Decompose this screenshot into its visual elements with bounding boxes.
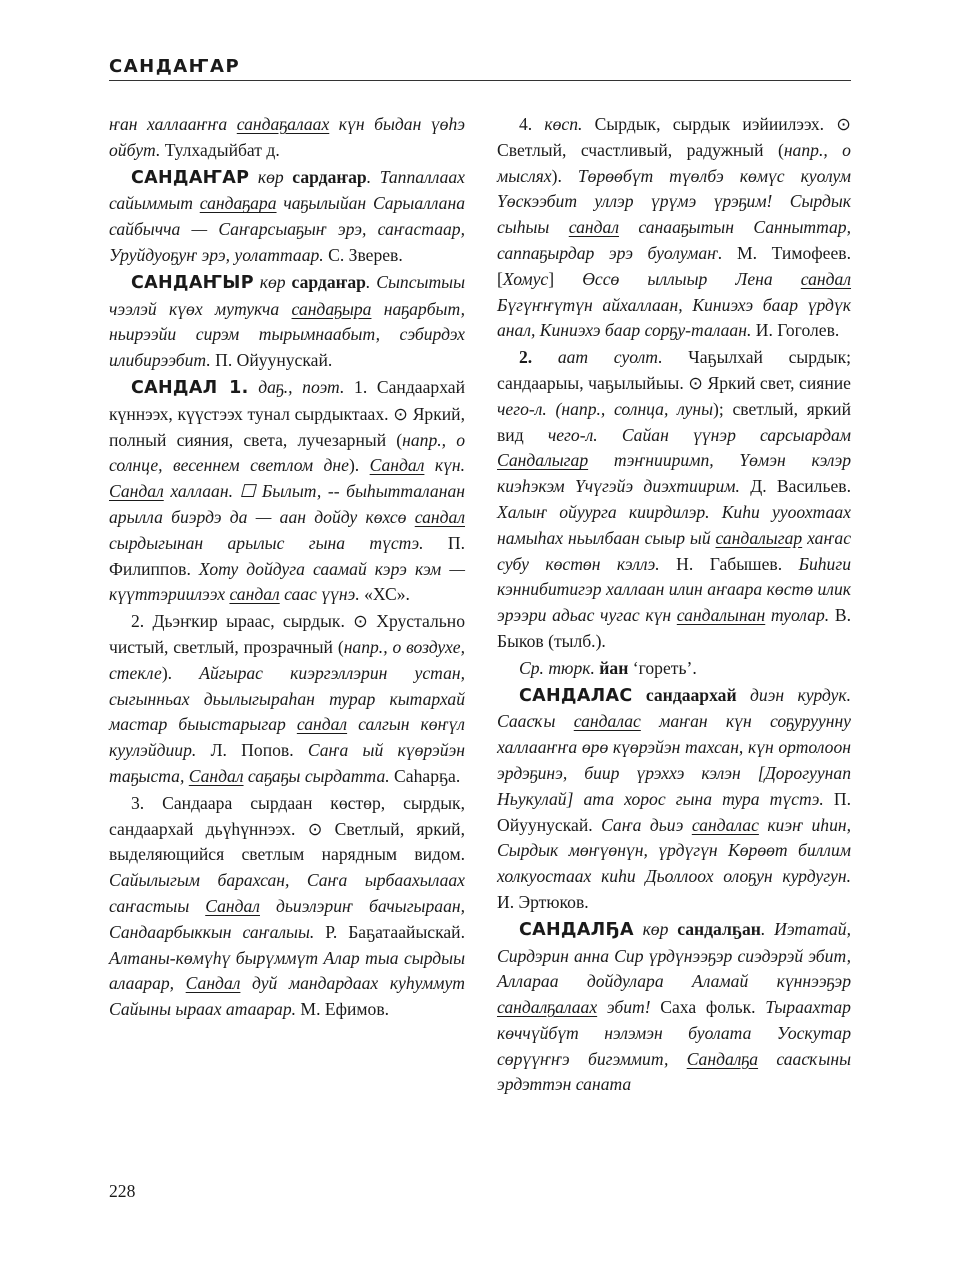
dictionary-paragraph <box>109 609 465 790</box>
entry-text: Саха фольк. <box>660 997 766 1018</box>
entry-text: сардаҥар <box>291 271 366 292</box>
entry-text: тэҥнииримп, Үөмэн кэлэр киэһэкэм Үчүгэйэ диэхтиирим. <box>497 450 851 497</box>
example-keyword: сандалынан <box>676 605 766 626</box>
left-column <box>109 112 465 1023</box>
entry-text: ). <box>551 165 578 186</box>
entry-text: Тулхадыйбат д. <box>164 139 280 160</box>
headword: САНДАЛҔА <box>519 919 634 940</box>
entry-text: Ср. тюрк. <box>519 657 600 678</box>
entry-text: күн быдан үөһэ ойбут. <box>109 114 465 160</box>
entry-text: сырдыгынан арылыс гына түстэ. <box>109 532 448 553</box>
entry-text: даҕ., поэт. <box>248 376 355 397</box>
entry-text: «ХС». <box>364 584 410 605</box>
entry-text: көсп. <box>544 114 595 134</box>
entry-text: ] <box>548 268 583 289</box>
entry-text: Биһиги кэннибитигэр халлаан илин аҥаара көстө илик эрээри адьас чугас күн <box>497 553 851 626</box>
dictionary-paragraph <box>497 917 851 1099</box>
entry-text: маҥан күн соҕуруунну халлааҥҥа өрө күөрэйэн тахсан, күн ортолоон эрдэҕинэ, биир үрэххэ кэлэн [ <box>497 711 851 783</box>
entry-text: чего-л. Сайан үүнэр сарсыардам <box>547 424 851 445</box>
example-keyword: Сандал <box>185 973 241 994</box>
entry-text: диэн курдук. Саасҡы <box>497 684 851 732</box>
example-keyword: сандалыгар <box>715 527 803 548</box>
entry-text: хаҥас субу көстөн кэллэ. <box>497 527 851 574</box>
entry-text: көр <box>633 918 678 939</box>
headword: САНДАҤАР <box>131 167 250 188</box>
entry-text: И. Эртюков. <box>497 891 589 912</box>
entry-text: напр., о воздухе, стекле <box>109 636 465 683</box>
header-rule <box>109 80 851 81</box>
entry-text: Халыҥ ойуурга киирдилэр. Киһи ууоохтаах намыһах ньылбаан сыыр ый <box>497 501 851 548</box>
entry-text: П. Филиппов. <box>109 532 465 579</box>
example-keyword: Сандалҕа <box>686 1048 759 1069</box>
entry-text: чего-л. (напр., солнца, луны <box>497 398 714 419</box>
example-keyword: Сандал <box>205 895 260 916</box>
entry-text: Л. Попов. <box>210 740 308 761</box>
entry-text: 1. Сандаархай күннээх, күүстээх тунал сырдыктаах. ⊙ Яркий, полный сияния, света, лучезарный ( <box>109 376 465 450</box>
entry-text: наҕарбыт, ньирээйи сирэм тырымнаабыт, сэбирдэх илибирээбит. <box>109 298 465 371</box>
entry-text: 2. <box>519 347 533 368</box>
entry-text: ). <box>348 455 370 476</box>
entry-text: чаҕылыйан Сарыаллана сайбычча — Саҥарсыаҕыҥ эрэ, саҥастаар, Уруйдуоҕуҥ эрэ, уолаттаар. <box>109 193 465 265</box>
entry-text: сандалҕан <box>677 918 761 939</box>
entry-text: Хоту дойдуга саамай кэрэ кэм — күүттэриилээх <box>109 558 465 605</box>
entry-text: . Иэтатай, Сирдэрин анна Сир үрдүнээҕэр сиэдэрэй эбит, Алларaa дойдулара Аламай күннээҕэр <box>497 918 851 992</box>
dictionary-paragraph <box>109 791 465 1023</box>
entry-text: Сайылыгым барахсан, Саҥа ырбаахылаах саҥастыы <box>109 870 465 916</box>
entry-text: Алтаны-көмүһү бырүммүт Алар тыа сырдыы алаарар, <box>109 947 465 994</box>
entry-text: М. Тимофеев. [ <box>497 242 851 289</box>
example-keyword: сандал <box>229 584 280 605</box>
entry-text: салгын көҥүл куулэйдиир. <box>109 714 465 761</box>
entry-text: санааҕытын Санныттар, саппаҕырдар эрэ буолумаҥ. <box>497 217 851 263</box>
dictionary-paragraph <box>109 375 465 608</box>
entry-text: күн. <box>424 455 465 476</box>
entry-text: 2. Дьэҥкир ыраас, сырдык. ⊙ Хрустально чистый, светлый, прозрачный ( <box>109 611 465 657</box>
entry-text: Сырдык, сырдык иэйиилээх. ⊙ Светлый, счастливый, радужный ( <box>497 114 851 160</box>
entry-text: аат суолт. <box>532 347 689 368</box>
entry-text: 4. <box>519 114 545 134</box>
entry-text: 3. Сандаара сырдаан көстөр, сырдык, сандаархай дьүһүннээх. ⊙ Светлый, яркий, выделяющийся светлым нарядным видом. <box>109 792 465 865</box>
dictionary-paragraph <box>109 270 465 374</box>
dictionary-paragraph <box>497 112 851 344</box>
entry-text: саҕаҕы сырдатта. <box>243 765 395 786</box>
entry-text: Р. Баҕатаайыскай. <box>325 921 465 942</box>
dictionary-paragraph <box>109 112 465 164</box>
example-keyword: сандал <box>414 506 465 527</box>
example-keyword: сандал <box>800 268 852 289</box>
entry-text: Төрөөбүт түөлбэ көмүс куолум Үөскээбит уллэр үрүмэ үрэҕим! Сырдык сыһыы <box>497 165 852 238</box>
entry-text: сардаҥар <box>292 166 367 187</box>
entry-text: дуй мандардаах куһуммут Сайыны ыраах атаарар. <box>109 973 465 1020</box>
headword: САНДАЛ 1. <box>131 377 249 398</box>
entry-text: напр., о солнце, весеннем светлом дне <box>109 429 465 476</box>
running-head: САНДАҤАР <box>109 56 241 77</box>
entry-text: ‘гореть’. <box>628 657 697 678</box>
entry-text: Хомус <box>502 268 549 289</box>
example-keyword: сандаҕыра <box>291 298 372 319</box>
example-keyword: Сандалыгар <box>497 450 589 471</box>
entry-text: туолар. <box>765 605 835 626</box>
entry-text <box>632 685 645 705</box>
example-keyword: сандаҕара <box>199 193 277 214</box>
example-keyword: сандал <box>296 714 348 735</box>
entry-text: йан <box>599 657 629 678</box>
entry-text: эбит! <box>597 997 661 1018</box>
entry-text: ] ата хорос гына тура түстэ. <box>566 788 834 809</box>
entry-text: Д. Васильев. <box>750 476 851 497</box>
entry-text: көр <box>249 166 293 187</box>
page-number: 228 <box>109 1181 136 1201</box>
right-column <box>497 112 851 1098</box>
entry-text: С. Зверев. <box>328 244 403 265</box>
example-keyword: Сандал <box>369 455 425 476</box>
example-keyword: сандалҕалаах <box>497 997 598 1018</box>
entry-text: М. Ефимов. <box>300 999 390 1020</box>
entry-text: . Таппаллаах сайыммыт <box>109 166 465 214</box>
entry-text: П. Ойуунускай. <box>215 350 333 371</box>
entry-text: халлаан. ☐ Былыт, -- быһытталанан арылла биэрдэ да — аан дойду көхсө <box>109 481 465 527</box>
entry-text: Саҥа дьиэ <box>601 814 692 835</box>
entry-text: И. Гоголев. <box>755 320 840 341</box>
dictionary-paragraph <box>497 345 851 655</box>
entry-text: ҥан халлааҥҥа <box>109 114 237 134</box>
entry-text: П. Ойуунускай. <box>497 788 851 835</box>
entry-text: сандаархай <box>645 684 737 705</box>
entry-text: киэҥ иһин, Сырдык мөҥүөнүн, үрдүгүн Көрөөт биллим холкуостаах киһи Дьоллоох олоҕун курдугун. <box>497 814 852 887</box>
example-keyword: Сандал <box>109 481 164 502</box>
entry-text: дьиэлэриҥ бачыгыраан, Сандаарбыккын саҥалыы. <box>109 895 465 942</box>
entry-text: ); светлый, яркий вид <box>497 398 851 445</box>
entry-text: саас үүнэ. <box>279 584 365 605</box>
example-keyword: сандалас <box>573 711 641 732</box>
dictionary-paragraph <box>497 656 851 682</box>
entry-text: Саҥа ый күөрэйэн таҕыста, <box>109 740 465 786</box>
entry-text: Саһарҕа. <box>394 765 461 786</box>
entry-text: Өссө ыллыыр Лена <box>582 268 801 289</box>
example-keyword: сандаҕалаах <box>236 114 330 134</box>
entry-text: Айгырас киэргэллэрин устан, сыгынньах дьылыгыраһан турар кытархай мастар быыстарыгар <box>109 662 465 735</box>
example-keyword: сандал <box>568 217 619 238</box>
dictionary-paragraph <box>497 683 851 916</box>
entry-text: Тыраахтар көччүйбүт нэлэмэн буолата Уоскутар сөрүүҥҥэ бигэммит, <box>497 997 851 1069</box>
entry-text: Чаҕылхай сырдык; сандаарыы, чаҕылыйыы. ⊙ Яркий свет, сияние <box>497 347 852 393</box>
dictionary-paragraph <box>109 165 465 269</box>
entry-text: саасҡыны эрдэттэн саната <box>497 1048 851 1095</box>
entry-text: Бүгүҥҥүтүн айхаллаан, Киниэхэ баар үрдүк анал, Киниэхэ баар сорҕу-талаан. <box>497 294 851 341</box>
entry-text: Дорогуунап Ньукулай <box>497 762 851 809</box>
headword: САНДАҤЫР <box>131 272 254 293</box>
example-keyword: сандалас <box>691 814 759 835</box>
entry-text: ). <box>161 662 200 683</box>
entry-text: көр <box>253 271 292 292</box>
entry-text: . Сыпсытыы чээлэй күөх мутукча <box>109 271 465 319</box>
entry-text: напр., о мыслях <box>497 139 851 186</box>
entry-text: Н. Габышев. <box>676 553 799 574</box>
example-keyword: Сандал <box>188 765 244 786</box>
entry-text: В. Быков (тылб.). <box>497 605 851 651</box>
headword: САНДАЛАС <box>519 685 633 706</box>
